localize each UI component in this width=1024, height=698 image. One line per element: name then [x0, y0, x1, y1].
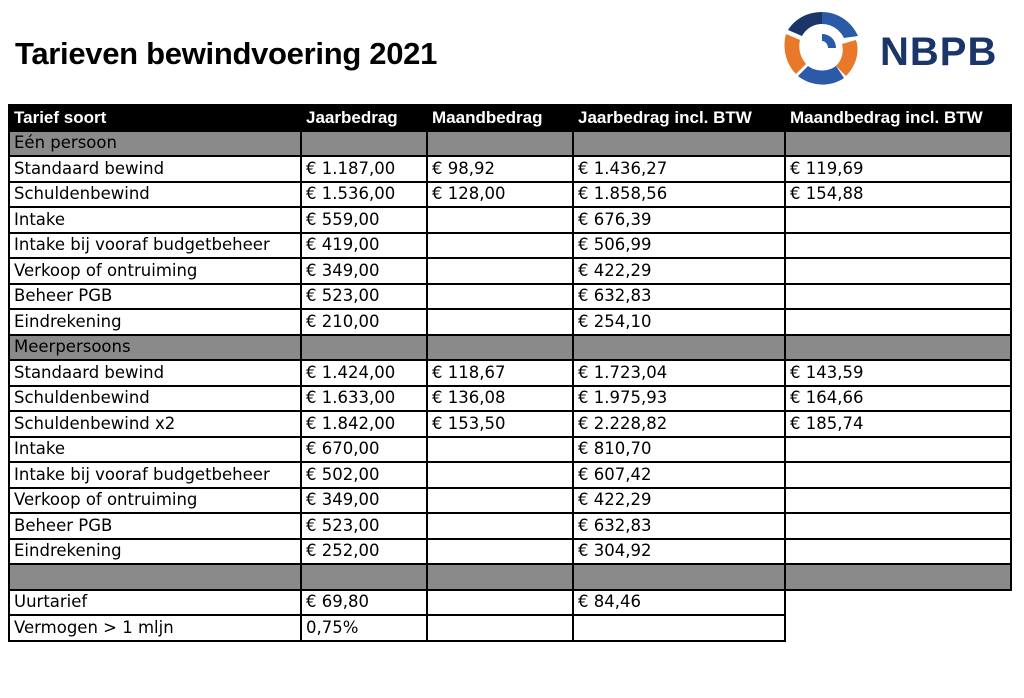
table-cell: € 1.536,00 [301, 182, 427, 208]
empty-space [785, 615, 1011, 641]
table-cell [9, 564, 301, 590]
nbpb-logo [780, 8, 1020, 88]
table-cell: € 419,00 [301, 233, 427, 259]
table-cell: € 670,00 [301, 437, 427, 463]
table-row [9, 233, 1011, 259]
table-header-row [9, 105, 1011, 131]
table-cell: Beheer PGB [9, 513, 301, 539]
column-header: Maandbedrag incl. BTW [785, 105, 1011, 131]
table-cell: € 69,80 [301, 590, 427, 616]
table-cell: € 1.723,04 [573, 360, 785, 386]
table-cell [785, 462, 1011, 488]
nbpb-logo-mark-icon [780, 8, 864, 88]
table-cell [427, 462, 573, 488]
table-cell: € 119,69 [785, 156, 1011, 182]
table-cell: € 422,29 [573, 488, 785, 514]
table-cell: € 153,50 [427, 411, 573, 437]
table-cell: Verkoop of ontruiming [9, 258, 301, 284]
table-cell [573, 335, 785, 361]
column-header: Maandbedrag [427, 105, 573, 131]
table-cell: € 2.228,82 [573, 411, 785, 437]
table-cell: € 136,08 [427, 386, 573, 412]
table-cell [785, 564, 1011, 590]
table-cell: € 502,00 [301, 462, 427, 488]
table-cell: Beheer PGB [9, 284, 301, 310]
table-cell [301, 564, 427, 590]
table-cell [573, 615, 785, 641]
section-row [9, 131, 1011, 157]
table-cell: € 1.633,00 [301, 386, 427, 412]
table-cell: € 349,00 [301, 258, 427, 284]
section-row [9, 564, 1011, 590]
table-cell [301, 335, 427, 361]
table-cell [785, 207, 1011, 233]
table-row [9, 513, 1011, 539]
table-cell: € 676,39 [573, 207, 785, 233]
table-cell [785, 284, 1011, 310]
table-cell: € 349,00 [301, 488, 427, 514]
table-cell [427, 437, 573, 463]
table-cell: € 1.424,00 [301, 360, 427, 386]
table-cell: € 506,99 [573, 233, 785, 259]
table-cell: € 118,67 [427, 360, 573, 386]
table-row [9, 539, 1011, 565]
table-row [9, 309, 1011, 335]
table-row [9, 411, 1011, 437]
table-cell [301, 131, 427, 157]
table-cell: € 304,92 [573, 539, 785, 565]
table-cell [785, 539, 1011, 565]
table-cell: Intake bij vooraf budgetbeheer [9, 233, 301, 259]
table-cell: € 632,83 [573, 513, 785, 539]
table-cell: Vermogen > 1 mljn [9, 615, 301, 641]
table-cell: € 254,10 [573, 309, 785, 335]
table-cell [785, 309, 1011, 335]
table-cell [427, 284, 573, 310]
table-cell [785, 335, 1011, 361]
table-cell: Eindrekening [9, 539, 301, 565]
table-cell: Intake [9, 437, 301, 463]
table-cell [427, 564, 573, 590]
column-header: Jaarbedrag [301, 105, 427, 131]
table-cell: Schuldenbewind [9, 386, 301, 412]
table-cell: € 154,88 [785, 182, 1011, 208]
table-cell [427, 309, 573, 335]
table-cell [427, 513, 573, 539]
table-cell: € 632,83 [573, 284, 785, 310]
table-cell [427, 233, 573, 259]
table-cell [427, 590, 573, 616]
column-header: Jaarbedrag incl. BTW [573, 105, 785, 131]
table-cell [785, 437, 1011, 463]
empty-space [785, 590, 1011, 616]
table-cell: 0,75% [301, 615, 427, 641]
table-cell [785, 233, 1011, 259]
table-cell: Eindrekening [9, 309, 301, 335]
table-cell: Schuldenbewind [9, 182, 301, 208]
table-cell: € 1.436,27 [573, 156, 785, 182]
table-row [9, 258, 1011, 284]
table-cell: € 607,42 [573, 462, 785, 488]
table-row [9, 284, 1011, 310]
table-cell: Standaard bewind [9, 360, 301, 386]
table-row [9, 437, 1011, 463]
tariff-table [8, 104, 1012, 642]
table-cell: € 143,59 [785, 360, 1011, 386]
table-cell [427, 615, 573, 641]
table-cell [427, 131, 573, 157]
page-title: Tarieven bewindvoering 2021 [15, 36, 438, 71]
table-cell: € 84,46 [573, 590, 785, 616]
table-cell: € 1.858,56 [573, 182, 785, 208]
table-cell [427, 207, 573, 233]
table-row [9, 360, 1011, 386]
table-row [9, 207, 1011, 233]
table-row [9, 590, 1011, 616]
table-row [9, 156, 1011, 182]
table-cell: Standaard bewind [9, 156, 301, 182]
table-cell [573, 564, 785, 590]
table-cell: Schuldenbewind x2 [9, 411, 301, 437]
table-cell: € 1.842,00 [301, 411, 427, 437]
table-cell: Verkoop of ontruiming [9, 488, 301, 514]
table-cell [427, 488, 573, 514]
table-cell: Meerpersoons [9, 335, 301, 361]
table-cell: € 810,70 [573, 437, 785, 463]
table-cell [573, 131, 785, 157]
table-cell: € 559,00 [301, 207, 427, 233]
table-cell [785, 513, 1011, 539]
table-cell: € 128,00 [427, 182, 573, 208]
table-cell [427, 539, 573, 565]
table-cell: € 185,74 [785, 411, 1011, 437]
table-row [9, 615, 1011, 641]
table-row [9, 386, 1011, 412]
section-row [9, 335, 1011, 361]
table-cell: Intake [9, 207, 301, 233]
table-row [9, 488, 1011, 514]
table-cell: Intake bij vooraf budgetbeheer [9, 462, 301, 488]
table-cell [427, 335, 573, 361]
table-cell [785, 488, 1011, 514]
table-cell: € 98,92 [427, 156, 573, 182]
table-cell: € 1.187,00 [301, 156, 427, 182]
table-cell: € 210,00 [301, 309, 427, 335]
table-cell [427, 258, 573, 284]
table-cell: € 1.975,93 [573, 386, 785, 412]
table-row [9, 182, 1011, 208]
table-cell: € 422,29 [573, 258, 785, 284]
table-cell: € 523,00 [301, 284, 427, 310]
table-cell: € 164,66 [785, 386, 1011, 412]
table-row [9, 462, 1011, 488]
column-header: Tarief soort [9, 105, 301, 131]
nbpb-logo-text: NBPB [880, 30, 998, 74]
table-cell: € 523,00 [301, 513, 427, 539]
table-cell: Eén persoon [9, 131, 301, 157]
table-cell [785, 258, 1011, 284]
table-cell: € 252,00 [301, 539, 427, 565]
table-cell: Uurtarief [9, 590, 301, 616]
table-cell [785, 131, 1011, 157]
